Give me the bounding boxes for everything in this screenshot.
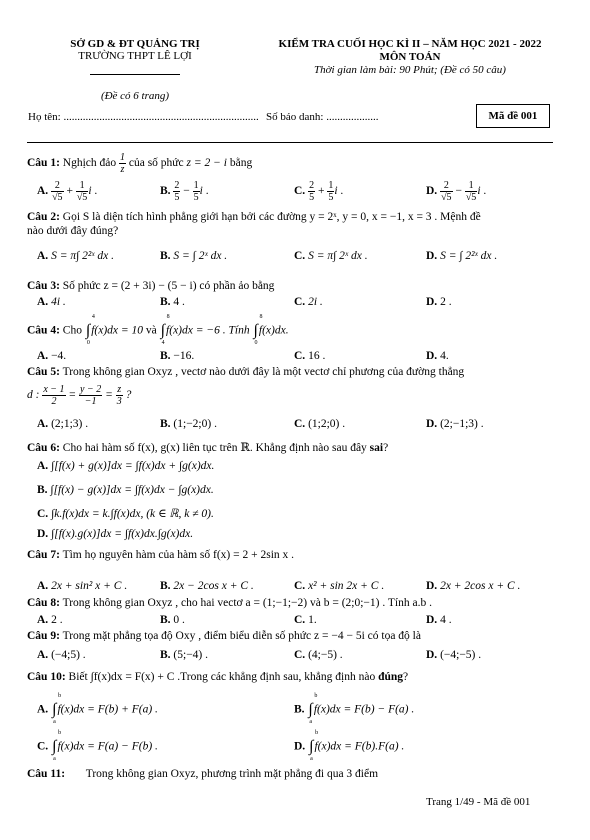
question-2: Câu 2: Gọi S là diện tích hình phẳng giới hạn bởi các đường y = 2ˣ, y = 0, x = −1, x = 3 . Mệnh đề — [27, 211, 481, 223]
q4-option-b[interactable]: B. −16. — [160, 350, 195, 362]
q1-option-a[interactable]: A. $\frac{2}{√5}$ + $\frac{1}{√5}$ i . — [37, 180, 98, 203]
q4-option-a[interactable]: A. −4. — [37, 350, 67, 362]
q2-option-c[interactable]: C. S = π∫ 2ˣ dx . — [294, 250, 368, 262]
question-3: Câu 3: Số phức z = (2 + 3i) − (5 − i) có phần ảo bằng — [27, 280, 275, 292]
page-footer: Trang 1/49 - Mã đề 001 — [426, 796, 531, 808]
q10-option-b[interactable]: B. ∫ b a f(x)dx = F(b) − F(a) . — [294, 693, 415, 725]
q5-option-b[interactable]: B. (1;−2;0) . — [160, 418, 217, 430]
q3-option-c[interactable]: C. 2i . — [294, 296, 323, 308]
exam-title: KIỂM TRA CUỐI HỌC KÌ II – NĂM HỌC 2021 - 2022 — [278, 38, 542, 50]
q8-option-a[interactable]: A. 2 . — [37, 614, 63, 626]
q9-option-d[interactable]: D. (−4;−5) . — [426, 649, 482, 661]
q6-option-a[interactable]: A. ∫[f(x) + g(x)]dx = ∫f(x)dx + ∫g(x)dx. — [37, 460, 215, 472]
q10-option-a[interactable]: A. ∫ b a f(x)dx = F(b) + F(a) . — [37, 693, 158, 725]
q6-option-c[interactable]: C. ∫k.f(x)dx = k.∫f(x)dx, (k ∈ ℝ, k ≠ 0). — [37, 508, 214, 520]
q5-option-c[interactable]: C. (1;2;0) . — [294, 418, 346, 430]
q8-option-c[interactable]: C. 1. — [294, 614, 317, 626]
pages-note: (Đề có 6 trang) — [100, 90, 170, 102]
q9-option-c[interactable]: C. (4;−5) . — [294, 649, 343, 661]
q7-option-b[interactable]: B. 2x − 2cos x + C . — [160, 580, 254, 592]
q2-option-d[interactable]: D. S = ∫ 2²ˣ dx . — [426, 250, 498, 262]
duration: Thời gian làm bài: 90 Phút; (Đề có 50 câu) — [314, 64, 506, 76]
q9-option-b[interactable]: B. (5;−4) . — [160, 649, 209, 661]
question-8: Câu 8: Trong không gian Oxyz , cho hai vectơ a = (1;−1;−2) và b = (2;0;−1) . Tính a.b . — [27, 597, 432, 609]
name-field: Họ tên: ....................................................................... — [28, 111, 259, 123]
question-5: Câu 5: Trong không gian Oxyz , vectơ nào dưới đây là một vectơ chỉ phương của đường thẳng — [27, 366, 465, 378]
q1-option-d[interactable]: D. $\frac{2}{√5}$ − $\frac{1}{√5}$ i . — [426, 180, 487, 203]
q8-option-d[interactable]: D. 4 . — [426, 614, 452, 626]
question-10: Câu 10: Biết ∫f(x)dx = F(x) + C .Trong các khẳng định sau, khẳng định nào đúng? — [27, 671, 409, 683]
question-6: Câu 6: Cho hai hàm số f(x), g(x) liên tục trên ℝ. Khẳng định nào sau đây sai? — [27, 442, 389, 454]
q4-option-c[interactable]: C. 16 . — [294, 350, 326, 362]
sbd-field: Số báo danh: ................... — [266, 111, 379, 123]
q3-option-b[interactable]: B. 4 . — [160, 296, 185, 308]
q6-option-d[interactable]: D. ∫[f(x).g(x)]dx = ∫f(x)dx.∫g(x)dx. — [37, 528, 194, 540]
department-name: SỞ GD & ĐT QUẢNG TRỊ — [70, 38, 200, 50]
school-name: TRƯỜNG THPT LÊ LỢI — [78, 50, 192, 62]
exam-code-box: Mã đề 001 — [476, 104, 550, 128]
q3-option-a[interactable]: A. 4i . — [37, 296, 66, 308]
q6-option-b[interactable]: B. ∫[f(x) − g(x)]dx = ∫f(x)dx − ∫g(x)dx. — [37, 484, 214, 496]
q2-option-a[interactable]: A. S = π∫ 2²ˣ dx . — [37, 250, 115, 262]
q5-option-d[interactable]: D. (2;−1;3) . — [426, 418, 484, 430]
subject: MÔN TOÁN — [379, 51, 441, 63]
q3-option-d[interactable]: D. 2 . — [426, 296, 452, 308]
header-divider — [90, 74, 180, 75]
q2-option-b[interactable]: B. S = ∫ 2ˣ dx . — [160, 250, 228, 262]
question-11: Câu 11: Trong không gian Oxyz, phương trình mặt phẳng đi qua 3 điểm — [27, 768, 379, 780]
header-rule — [27, 142, 553, 143]
q1-option-b[interactable]: B. $\frac{2}{5}$ − $\frac{1}{5}$ i . — [160, 180, 209, 203]
q5-option-a[interactable]: A. (2;1;3) . — [37, 418, 89, 430]
q7-option-c[interactable]: C. x² + sin 2x + C . — [294, 580, 385, 592]
question-1: Câu 1: Nghịch đảo $\frac{1}{z}$ của số phức z = 2 − i bằng — [27, 152, 253, 175]
q7-option-a[interactable]: A. 2x + sin² x + C . — [37, 580, 128, 592]
question-5-line: d : $\frac{x - 1}{2}$ = $\frac{y - 2}{-1}$ = $\frac{z}{3}$ ? — [27, 384, 132, 407]
q8-option-b[interactable]: B. 0 . — [160, 614, 185, 626]
q10-option-d[interactable]: D. ∫ b a f(x)dx = F(b).F(a) . — [294, 730, 405, 762]
q1-option-c[interactable]: C. $\frac{2}{5}$ + $\frac{1}{5}$ i . — [294, 180, 344, 203]
question-2-line2: nào dưới đây đúng? — [27, 225, 119, 237]
q7-option-d[interactable]: D. 2x + 2cos x + C . — [426, 580, 521, 592]
question-7: Câu 7: Tìm họ nguyên hàm của hàm số f(x) = 2 + 2sin x . — [27, 549, 295, 561]
q10-option-c[interactable]: C. ∫ b a f(x)dx = F(a) − F(b) . — [37, 730, 158, 762]
q9-option-a[interactable]: A. (−4;5) . — [37, 649, 86, 661]
q4-option-d[interactable]: D. 4. — [426, 350, 449, 362]
question-9: Câu 9: Trong mặt phẳng tọa độ Oxy , điểm biểu diễn số phức z = −4 − 5i có tọa độ là — [27, 630, 421, 642]
question-4: Câu 4: Cho ∫ 4 0 f(x)dx = 10 và ∫ 8 4 f(x)dx = −6 . Tính ∫ 8 0 f(x)dx. — [27, 314, 289, 346]
